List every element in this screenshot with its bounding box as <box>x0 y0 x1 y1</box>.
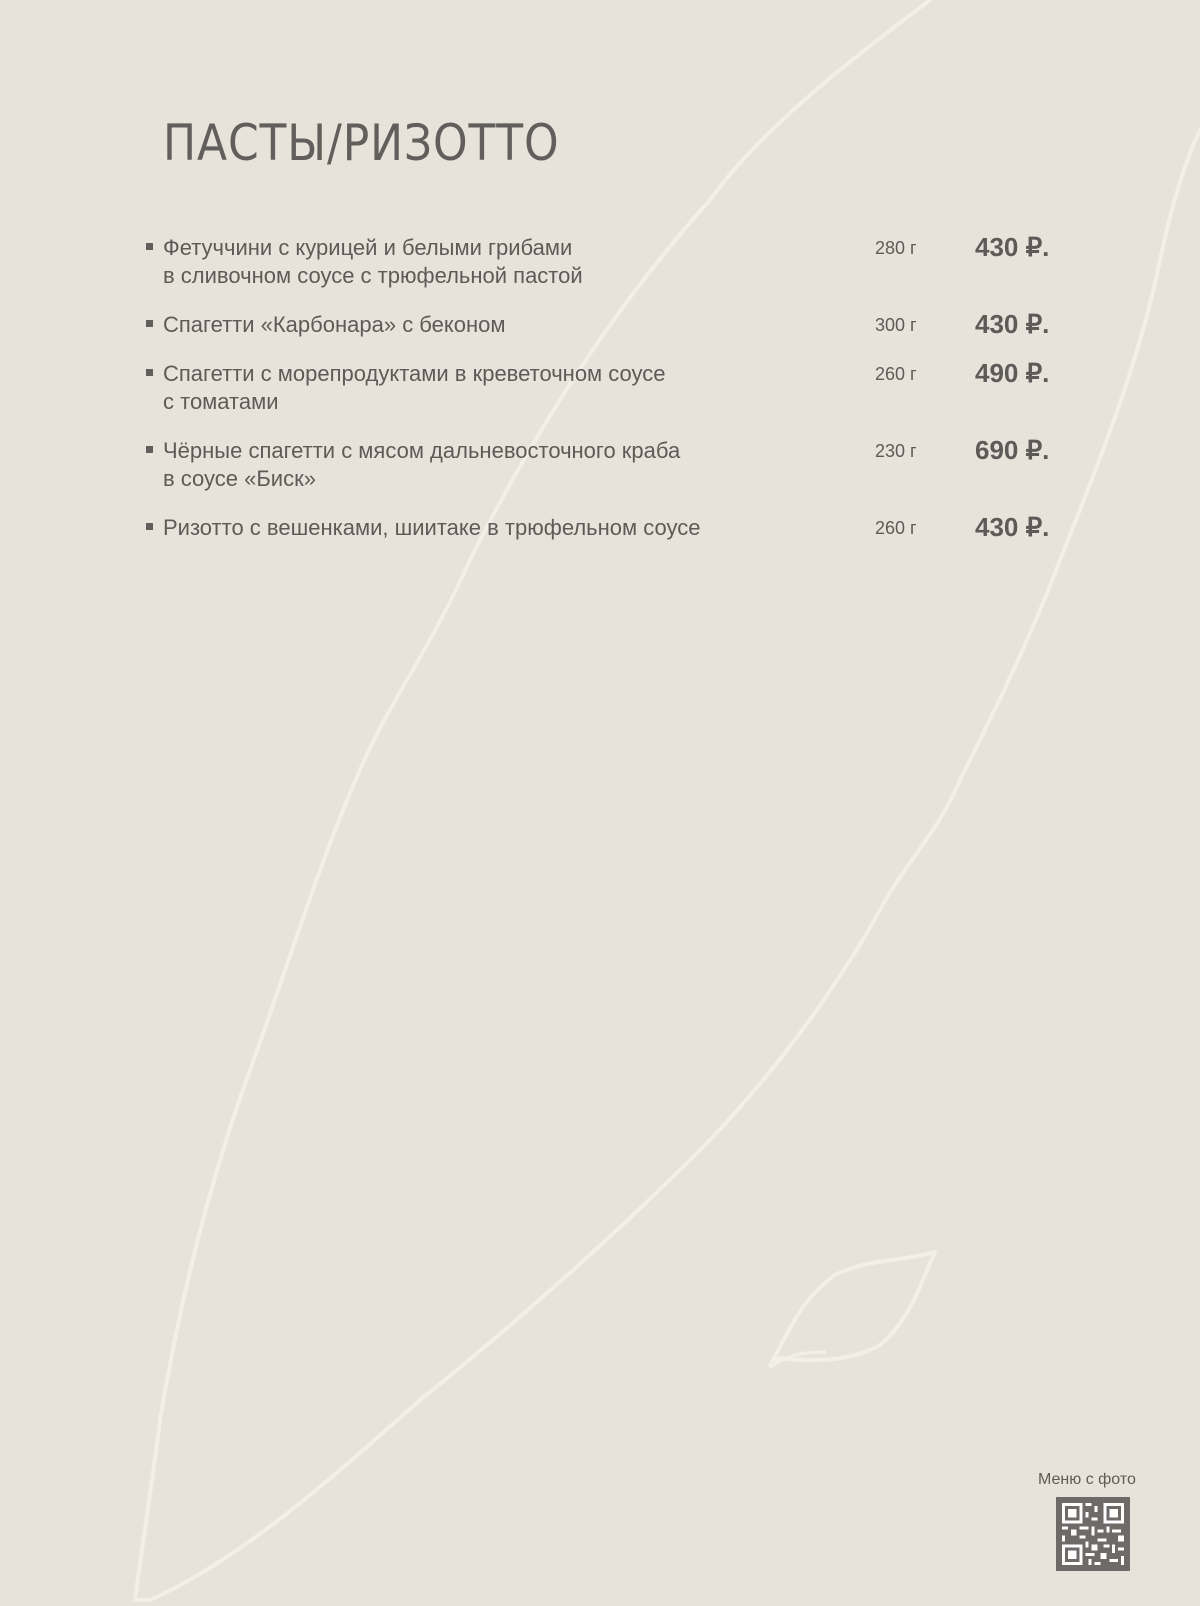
dish-name: Фетуччини с курицей и белыми грибами в сливочном соусе с трюфельной пастой <box>163 235 583 288</box>
dish-price: 430 ₽. <box>975 309 1050 339</box>
menu-item <box>146 437 1066 493</box>
dish-weight: 260 г <box>875 518 917 538</box>
bullet-icon <box>146 369 153 376</box>
dish-weight: 230 г <box>875 441 917 461</box>
menu-item <box>146 234 1066 290</box>
dish-name: Чёрные спагетти с мясом дальневосточного краба в соусе «Биск» <box>163 438 681 491</box>
dish-price: 690 ₽. <box>975 435 1050 465</box>
menu-item <box>146 311 1066 339</box>
dish-name: Ризотто с вешенками, шиитаке в трюфельном соусе <box>163 515 701 540</box>
section-title: ПАСТЫ/РИЗОТТО <box>163 114 560 172</box>
menu-item <box>146 514 1066 542</box>
bullet-icon <box>146 243 153 250</box>
dish-name: Спагетти с морепродуктами в креветочном соусе с томатами <box>163 361 666 414</box>
dish-weight: 280 г <box>875 238 917 258</box>
bullet-icon <box>146 523 153 530</box>
menu-list <box>146 234 1066 563</box>
bullet-icon <box>146 446 153 453</box>
dish-price: 430 ₽. <box>975 512 1050 542</box>
dish-price: 430 ₽. <box>975 232 1050 262</box>
dish-weight: 260 г <box>875 364 917 384</box>
menu-item <box>146 360 1066 416</box>
dish-price: 490 ₽. <box>975 358 1050 388</box>
qr-caption: Меню с фото <box>1038 1471 1136 1488</box>
dish-name: Спагетти «Карбонара» с беконом <box>163 312 506 337</box>
dish-weight: 300 г <box>875 315 917 335</box>
qr-code-icon[interactable] <box>1056 1497 1130 1571</box>
bullet-icon <box>146 320 153 327</box>
